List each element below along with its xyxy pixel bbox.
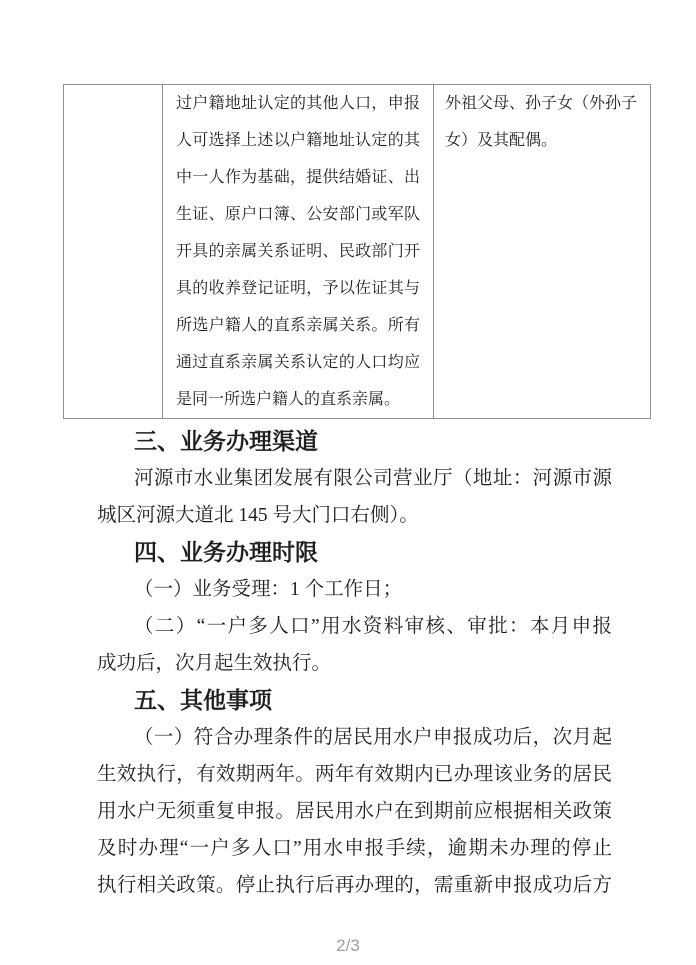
section-heading-timelimit: 四、业务办理时限	[134, 539, 318, 565]
body-line: （一）符合办理条件的居民用水户申报成功后，次月起	[134, 727, 612, 748]
document-body	[97, 423, 612, 904]
table-cell-text-line: 是同一所选户籍人的直系亲属。	[176, 391, 401, 408]
table-cell-text-line: 女）及其配偶。	[445, 132, 558, 149]
body-line: 河源市水业集团发展有限公司营业厅（地址：河源市源	[134, 468, 612, 489]
body-line: 生效执行，有效期两年。两年有效期内已办理该业务的居民	[97, 764, 612, 785]
table-cell-right	[434, 85, 651, 419]
body-line: （一）业务受理：1 个工作日；	[134, 579, 403, 600]
table-cell-text-line: 生证、原户口簿、公安部门或军队	[176, 206, 420, 223]
body-line: 及时办理“一户多人口”用水申报手续，逾期未办理的停止	[97, 838, 612, 859]
table-cell-text-line: 所选户籍人的直系亲属关系。所有	[176, 317, 420, 334]
body-line: 用水户无须重复申报。居民用水户在到期前应根据相关政策	[97, 801, 612, 822]
table-cell-left-empty	[64, 85, 163, 419]
section-heading-other: 五、其他事项	[134, 687, 272, 713]
eligibility-table	[63, 84, 651, 419]
table-cell-text-line: 外祖父母、孙子女（外孙子	[445, 95, 638, 112]
body-line: （二）“一户多人口”用水资料审核、审批：本月申报	[134, 616, 612, 637]
table-row	[64, 85, 651, 419]
table-cell-text-line: 通过直系亲属关系认定的人口均应	[176, 354, 420, 371]
table-cell-middle	[163, 85, 434, 419]
body-line: 成功后，次月起生效执行。	[97, 653, 332, 674]
section-heading-channels: 三、业务办理渠道	[134, 428, 318, 454]
body-line: 城区河源大道北 145 号大门口右侧）。	[97, 505, 419, 526]
table-cell-text-line: 人可选择上述以户籍地址认定的其	[176, 132, 420, 149]
table-cell-text-line: 过户籍地址认定的其他人口，申报	[176, 95, 420, 112]
table-cell-text-line: 具的收养登记证明，予以佐证其与	[176, 280, 420, 297]
table-cell-text-line: 开具的亲属关系证明、民政部门开	[176, 243, 420, 260]
body-line: 执行相关政策。停止执行后再办理的，需重新申报成功后方	[97, 875, 612, 896]
page-number: 2/3	[336, 936, 360, 955]
table-cell-text-line: 中一人作为基础，提供结婚证、出	[176, 169, 420, 186]
